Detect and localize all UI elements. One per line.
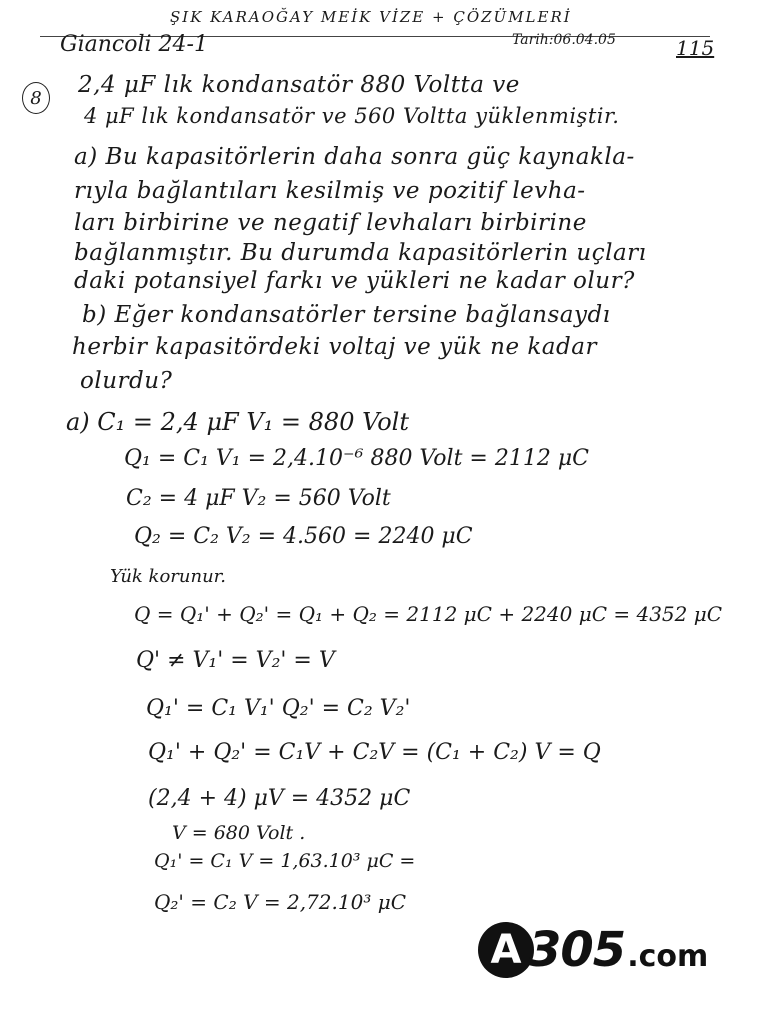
solution-line-11: V = 680 Volt . xyxy=(172,822,306,844)
solution-line-10: (2,4 + 4) μV = 4352 μC xyxy=(148,786,411,811)
solution-line-2: Q₁ = C₁ V₁ = 2,4.10⁻⁶ 880 Volt = 2112 μC xyxy=(124,446,589,471)
solution-line-8: Q₁' = C₁ V₁' Q₂' = C₂ V₂' xyxy=(146,696,411,721)
solution-line-1: a) C₁ = 2,4 μF V₁ = 880 Volt xyxy=(66,408,409,436)
problem-line-1: 2,4 μF lık kondansatör 880 Voltta ve xyxy=(78,72,520,98)
solution-line-13: Q₂' = C₂ V = 2,72.10³ μC xyxy=(154,890,406,914)
solution-line-4: Q₂ = C₂ V₂ = 4.560 = 2240 μC xyxy=(134,524,473,549)
source-reference: Giancoli 24-1 xyxy=(60,32,208,57)
solution-line-5: Yük korunur. xyxy=(110,566,227,587)
solution-line-12: Q₁' = C₁ V = 1,63.10³ μC = xyxy=(154,850,416,872)
problem-line-9: herbir kapasitördeki voltaj ve yük ne kadar xyxy=(72,334,597,360)
problem-line-5: ları birbirine ve negatif levhaları birbirine xyxy=(74,210,587,236)
problem-line-7: daki potansiyel farkı ve yükleri ne kadar olur? xyxy=(74,268,635,294)
problem-line-3: a) Bu kapasitörlerin daha sonra güç kaynakla- xyxy=(74,144,635,170)
problem-line-8: b) Eğer kondansatörler tersine bağlansaydı xyxy=(82,302,611,328)
logo-letter-badge: A xyxy=(478,922,534,978)
date-label: Tarih:06.04.05 xyxy=(512,32,616,48)
page-number: 115 xyxy=(676,36,715,60)
problem-line-10: olurdu? xyxy=(80,368,173,394)
solution-line-7: Q' ≠ V₁' = V₂' = V xyxy=(136,648,335,673)
logo-number: 305 xyxy=(528,922,626,978)
logo-domain: .com xyxy=(627,938,709,974)
problem-number-badge: 8 xyxy=(22,82,50,114)
solution-line-6: Q = Q₁' + Q₂' = Q₁ + Q₂ = 2112 μC + 2240 μC = 4352 μC xyxy=(134,602,723,626)
header-top-line: ŞIK KARAOĞAY MEİK VİZE + ÇÖZÜMLERİ xyxy=(170,8,572,26)
problem-line-2: 4 μF lık kondansatör ve 560 Voltta yüklenmiştir. xyxy=(84,104,620,128)
solution-line-3: C₂ = 4 μF V₂ = 560 Volt xyxy=(126,486,391,511)
problem-line-4: rıyla bağlantıları kesilmiş ve pozitif levha- xyxy=(74,178,586,204)
solution-line-9: Q₁' + Q₂' = C₁V + C₂V = (C₁ + C₂) V = Q xyxy=(148,740,601,765)
site-logo[interactable] xyxy=(478,920,708,980)
problem-line-6: bağlanmıştır. Bu durumda kapasitörlerin uçları xyxy=(74,240,647,266)
